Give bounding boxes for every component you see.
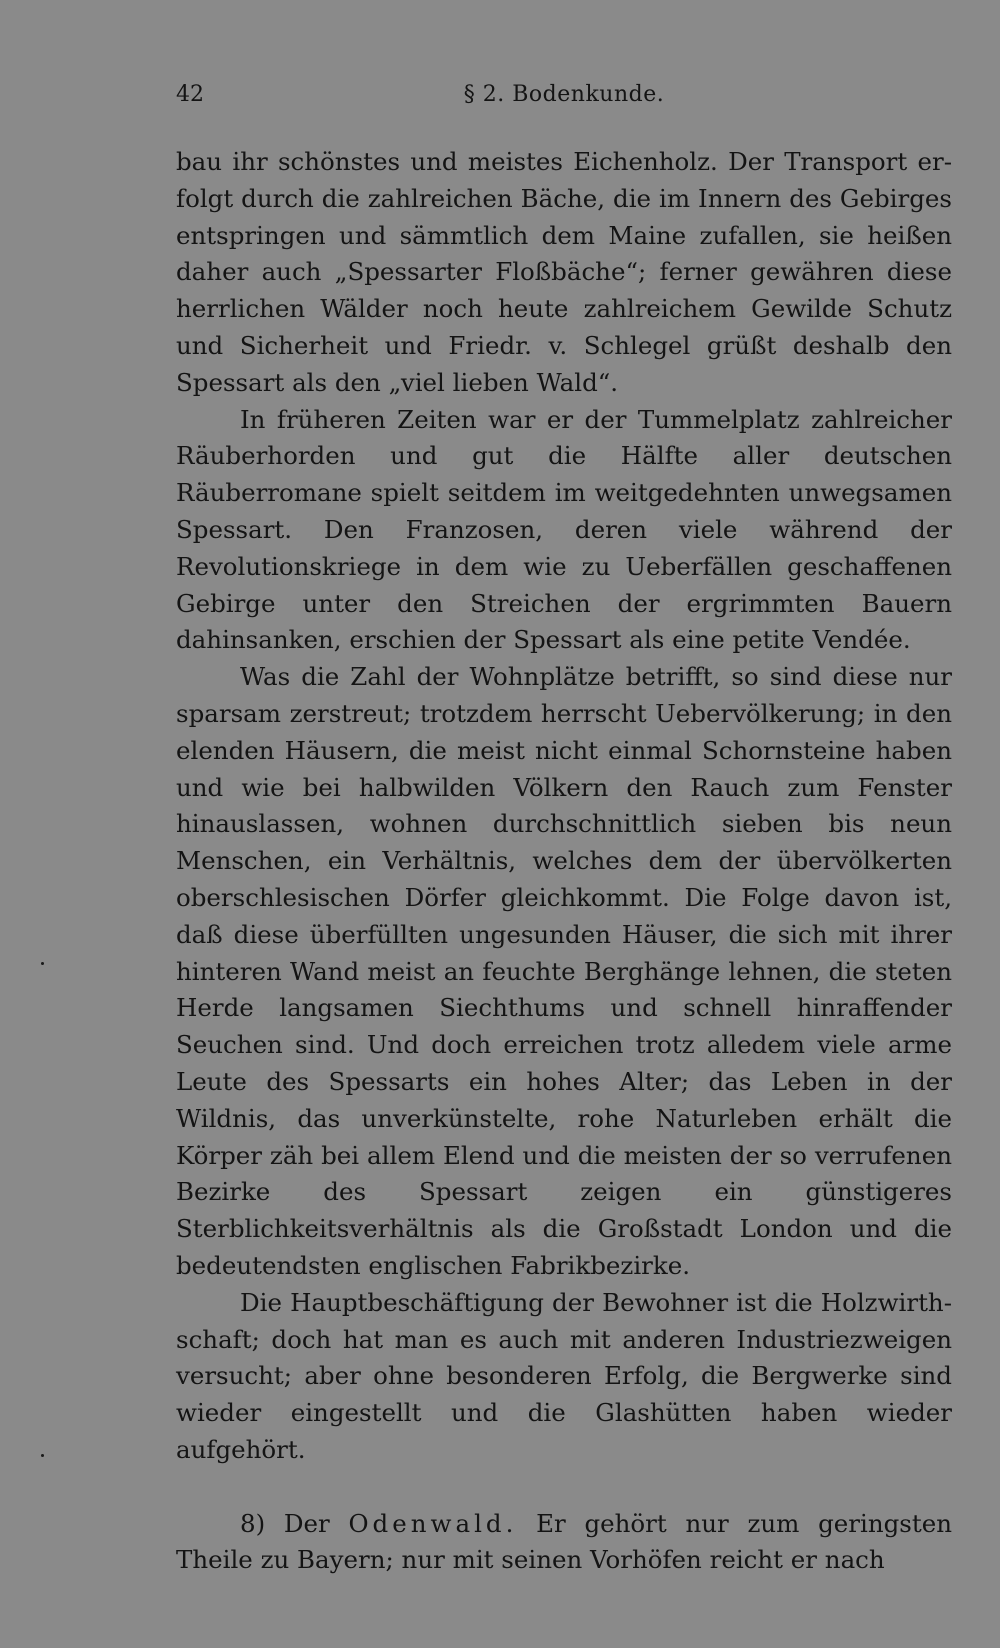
- paragraph-continuation: bau ihr schönstes und meistes Eichenholz. Der Transport erfolgt durch die zahlreichen Bäche, die im Innern des Gebirges entspringen und sämmtlich dem Maine zufallen, sie heißen daher auch „Spessarter Floßbäche“; ferner gewähren diese herrlichen Wälder noch heute zahlreichem Gewilde Schutz und Sicherheit und Friedr. v. Schlegel grüßt deshalb den Spessart als den „viel lieben Wald“.: [176, 147, 952, 397]
- paper-speck: [41, 962, 44, 965]
- paper-speck: [41, 1454, 44, 1457]
- section-odenwald: [176, 1506, 952, 1580]
- page-number: 42: [176, 82, 204, 107]
- section-text: Er gehört nur zum geringsten Theile zu Bayern; nur mit seinen Vorhöfen reicht er nach: [176, 1508, 952, 1575]
- page-header: [176, 82, 952, 118]
- running-title: § 2. Bodenkunde.: [463, 82, 665, 107]
- paragraph-robbers: In früheren Zeiten war er der Tummelplatz zahlreicher Räuberhorden und gut die Hälfte aller deutschen Räuberromane spielt seitdem im weitgedehnten unwegsamen Spessart. Den Franzosen, deren viele während der Revolutionskriege in dem wie zu Ueberfällen geschaffenen Gebirge unter den Streichen der ergrimmten Bauern dahinsanken, erschien der Spessart als eine petite Vendée.: [176, 404, 952, 655]
- paragraph-occupation: Die Hauptbeschäftigung der Bewohner ist die Holzwirthschaft; doch hat man es auch mit anderen Industriezweigen versucht; aber ohne besonderen Erfolg, die Bergwerke sind wieder eingestellt und die Glashütten haben wieder aufgehört.: [176, 1287, 952, 1464]
- section-number: 8) Der: [240, 1508, 330, 1538]
- paragraph-settlements: Was die Zahl der Wohnplätze betrifft, so sind diese nur sparsam zerstreut; trotzdem herrscht Uebervölkerung; in den elenden Häusern, die meist nicht einmal Schornsteine haben und wie bei halbwilden Völkern den Rauch zum Fenster hinauslassen, wohnen durchschnittlich sieben bis neun Menschen, ein Verhältnis, welches dem der übervölkerten oberschlesischen Dörfer gleichkommt. Die Folge davon ist, daß diese überfüllten ungesunden Häuser, die sich mit ihrer hinteren Wand meist an feuchte Berghänge lehnen, die steten Herde langsamen Siechthums und schnell hinraffender Seuchen sind. Und doch erreichen trotz alledem viele arme Leute des Spessarts ein hohes Alter; das Leben in der Wildnis, das unverkünstelte, rohe Naturleben erhält die Körper zäh bei allem Elend und die meisten der so verrufenen Bezirke des Spessart zeigen ein günstigeres Sterblichkeitsverhältnis als die Großstadt London und die bedeutendsten englischen Fabrikbezirke.: [176, 662, 952, 1280]
- page-body: [176, 144, 952, 1579]
- section-name: Odenwald.: [348, 1508, 518, 1538]
